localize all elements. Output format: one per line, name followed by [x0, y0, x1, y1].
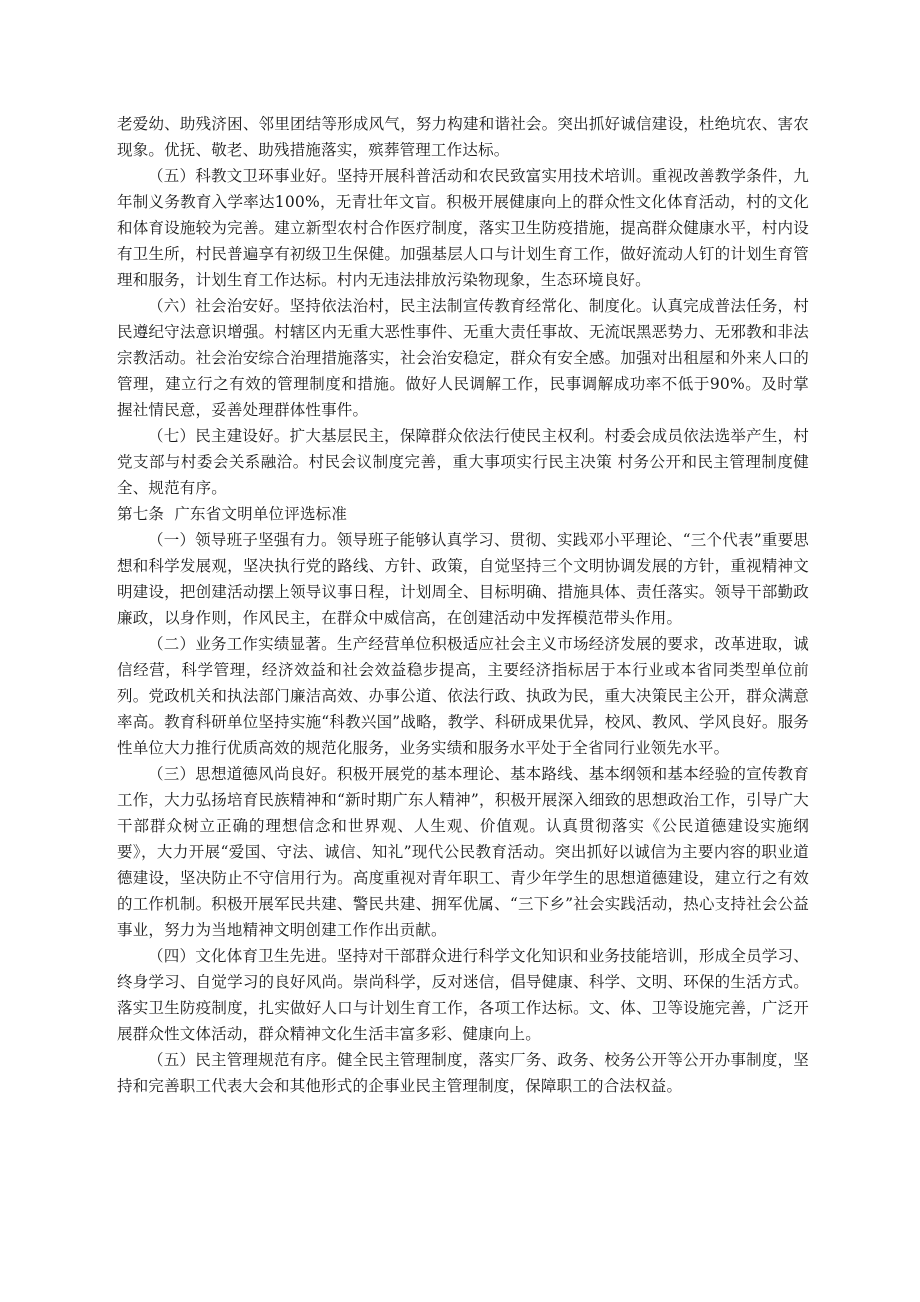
paragraph-democratic-management: （五）民主管理规范有序。健全民主管理制度，落实厂务、政务、校务公开等公开办事制度，坚持和完善职工代表大会和其他形式的企事业民主管理制度，保障职工的合法权益。 — [117, 1051, 809, 1095]
paragraph-science-education-health: （五）科教文卫环事业好。坚持开展科普活动和农民致富实用技术培训。重视改善教学条件，九年制义务教育入学率达100%，无青壮年文盲。积极开展健康向上的群众性文化体育活动，村的文化和体育设施较为完善。建立新型农村合作医疗制度，落实卫生防疫措施，提高群众健康水平，村内设有卫生所，村民普遍享有初级卫生保健。加强基层人口与计划生育工作，做好流动人钉的计划生育管理和服务，计划生育工作达标。村内无违法排放污染物现象，生态环境良好。 — [117, 167, 809, 289]
paragraph-democracy: （七）民主建设好。扩大基层民主，保障群众依法行使民主权利。村委会成员依法选举产生，村党支部与村委会关系融洽。村民会议制度完善，重大事项实行民主决策 村务公开和民主管理制度健全、规范有序。 — [117, 427, 809, 497]
paragraph-continued: 老爱幼、助残济困、邻里团结等形成风气，努力构建和谐社会。突出抓好诚信建设，杜绝坑农、害农现象。优抚、敬老、助残措施落实，殡葬管理工作达标。 — [117, 115, 809, 159]
paragraph-moral-ethics: （三）思想道德风尚良好。积极开展党的基本理论、基本路线、基本纲领和基本经验的宣传教育工作，大力弘扬培育民族精神和“新时期广东人精神”，积极开展深入细致的思想政治工作，引导广大干部群众树立正确的理想信念和世界观、人生观、价值观。认真贯彻落实《公民道德建设实施纲要》，大力开展“爱国、守法、诚信、知礼”现代公民教育活动。突出抓好以诚信为主要内容的职业道德建设，坚决防止不守信用行为。高度重视对青年职工、青少年学生的思想道德建设，建立行之有效的工作机制。积极开展军民共建、警民共建、拥军优属、“三下乡”社会实践活动，热心支持社会公益事业，努力为当地精神文明创建工作作出贡献。 — [117, 765, 809, 939]
section-heading-article-7: 第七条 广东省文明单位评选标准 — [117, 505, 348, 523]
paragraph-public-security: （六）社会治安好。坚持依法治村，民主法制宣传教育经常化、制度化。认真完成普法任务，村民遵纪守法意识增强。村辖区内无重大恶性事件、无重大责任事故、无流氓黑恶势力、无邪教和非法宗教活动。社会治安综合治理措施落实，社会治安稳定，群众有安全感。加强对出租屋和外来人口的管理，建立行之有效的管理制度和措施。做好人民调解工作，民事调解成功率不低于90%。及时掌握社情民意，妥善处理群体性事件。 — [117, 297, 809, 419]
paragraph-leadership: （一）领导班子坚强有力。领导班子能够认真学习、贯彻、实践邓小平理论、“三个代表”重要思想和科学发展观，坚决执行党的路线、方针、政策，自觉坚持三个文明协调发展的方针，重视精神文明建设，把创建活动摆上领导议事日程，计划周全、目标明确、措施具体、责任落实。领导干部勤政廉政，以身作则，作风民主，在群众中威信高，在创建活动中发挥模范带头作用。 — [117, 531, 809, 627]
document-page — [117, 111, 809, 1099]
paragraph-culture-sports-health: （四）文化体育卫生先进。坚持对干部群众进行科学文化知识和业务技能培训，形成全员学习、终身学习、自觉学习的良好风尚。崇尚科学，反对迷信，倡导健康、科学、文明、环保的生活方式。落实卫生防疫制度，扎实做好人口与计划生育工作，各项工作达标。文、体、卫等设施完善，广泛开展群众性文体活动，群众精神文化生活丰富多彩、健康向上。 — [117, 947, 809, 1043]
paragraph-business-performance: （二）业务工作实绩显著。生产经营单位积极适应社会主义市场经济发展的要求，改革进取，诚信经营，科学管理，经济效益和社会效益稳步提高，主要经济指标居于本行业或本省同类型单位前列。党政机关和执法部门廉洁高效、办事公道、依法行政、执政为民，重大决策民主公开，群众满意率高。教育科研单位坚持实施“科教兴国”战略，教学、科研成果优异，校风、教风、学风良好。服务性单位大力推行优质高效的规范化服务，业务实绩和服务水平处于全省同行业领先水平。 — [117, 635, 809, 757]
